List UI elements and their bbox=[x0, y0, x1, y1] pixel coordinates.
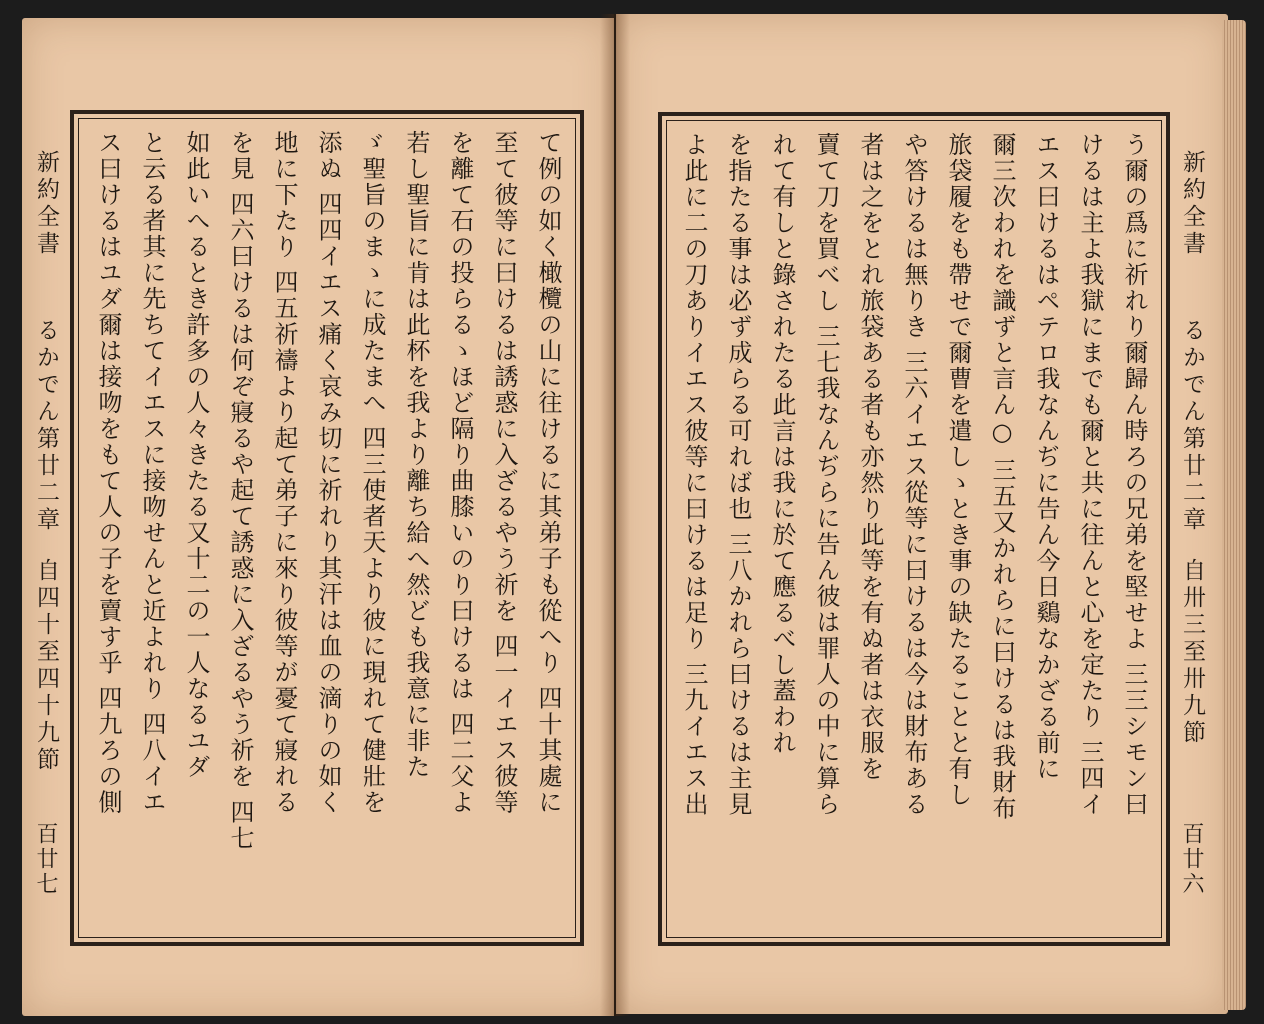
left-column-6: 添ぬ 四四イエス痛く哀み切に祈れり其汗は血の滴りの如く bbox=[314, 130, 342, 816]
right-column-7: 者は之をとれ旅袋ある者も亦然り此等を有ぬ者は衣服を bbox=[856, 132, 884, 782]
right-book-title: 新約全書 bbox=[1179, 150, 1205, 258]
right-column-3: エス曰けるはペテロ我なんぢに告ん今日鷄なかざる前に bbox=[1032, 132, 1060, 782]
right-page-number: 百廿六 bbox=[1179, 822, 1204, 897]
right-column-2: けるは主よ我獄にまでも爾と共に往んと心を定たり 三四イ bbox=[1076, 132, 1104, 818]
right-chapter-heading: るかでん第廿二章 bbox=[1179, 318, 1205, 534]
right-column-5: 旅袋履をも帶せで爾曹を遣しゝとき事の缺たることと有し bbox=[944, 132, 972, 808]
left-column-9: 如此いへるとき許多の人々きたる又十二の一人なるユダ bbox=[182, 130, 210, 780]
left-page-number: 百廿七 bbox=[33, 822, 58, 897]
left-column-7: 地に下たり 四五祈禱より起て弟子に來り彼等が憂て寢れる bbox=[270, 130, 298, 816]
left-column-8: を見 四六曰けるは何ぞ寢るや起て誘惑に入ざるやう祈を 四七 bbox=[226, 130, 254, 852]
right-column-10: を指たる事は必ず成らる可れば也 三八かれら曰けるは主見 bbox=[724, 132, 752, 818]
right-column-4: 爾三次われを識ずと言ん○ 三五又かれらに曰けるは我財布 bbox=[988, 132, 1016, 822]
right-column-6: や答けるは無りき 三六イエス從等に曰けるは今は財布ある bbox=[900, 132, 928, 818]
left-verse-range: 自四十至四十九節 bbox=[33, 558, 59, 774]
right-column-1: う爾の爲に祈れり爾歸ん時ろの兄弟を堅せよ 三三シモン曰 bbox=[1120, 132, 1148, 818]
left-column-11: ス曰けるはユダ爾は接吻をもて人の子を賣す乎 四九ろの側 bbox=[94, 130, 122, 816]
left-column-4: 若し聖旨に肯は此杯を我より離ち給へ然ども我意に非た bbox=[402, 130, 430, 780]
left-column-5: ゞ聖旨のまゝに成たまへ 四三使者天より彼に現れて健壯を bbox=[358, 130, 386, 816]
right-verse-range: 自卅三至卅九節 bbox=[1179, 558, 1205, 747]
left-column-3: を離て石の投らるゝほど隔り曲膝いのり曰けるは 四二父よ bbox=[446, 130, 474, 816]
right-column-9: れて有しと錄されたる此言は我に於て應るべし蓋われ bbox=[768, 132, 796, 756]
book-gutter bbox=[600, 14, 630, 1016]
right-column-8: 賣て刀を買べし 三七我なんぢらに告ん彼は罪人の中に算ら bbox=[812, 132, 840, 818]
page-edges bbox=[1222, 20, 1246, 1010]
left-chapter-heading: るかでん第廿二章 bbox=[33, 318, 59, 534]
left-column-2: 至て彼等に曰けるは誘惑に入ざるやう祈を 四一イエス彼等 bbox=[490, 130, 518, 816]
left-column-10: と云る者其に先ちてイエスに接吻せんと近よれり 四八イエ bbox=[138, 130, 166, 816]
left-column-1: て例の如く橄欖の山に往けるに其弟子も從へり 四十其處に bbox=[534, 130, 562, 816]
right-column-11: よ此に二の刀ありイエス彼等に曰けるは足り 三九イエス出 bbox=[680, 132, 708, 818]
left-book-title: 新約全書 bbox=[33, 150, 59, 258]
